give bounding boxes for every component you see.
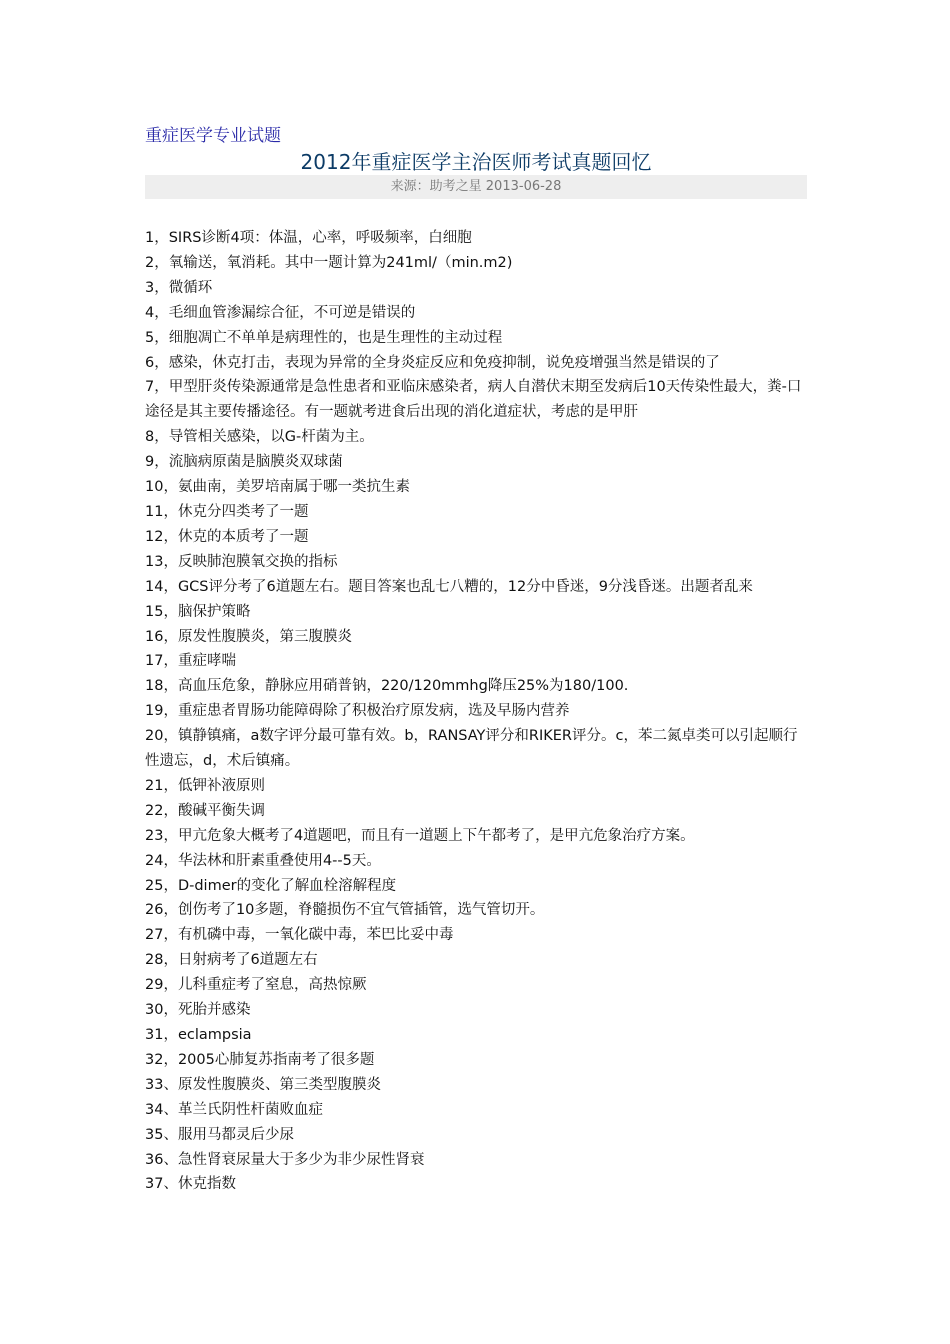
page-title: 2012年重症医学主治医师考试真题回忆: [300, 150, 652, 174]
list-item: 7，甲型肝炎传染源通常是急性患者和亚临床感染者，病人自潜伏末期至发病后10天传染性最大，粪-口途径是其主要传播途径。有一题就考进食后出现的消化道症状，考虑的是甲肝: [145, 379, 802, 421]
list-item: 24，华法林和肝素重叠使用4--5天。: [145, 852, 381, 869]
list-item: 4，毛细血管渗漏综合征，不可逆是错误的: [145, 304, 416, 321]
category-link[interactable]: 重症医学专业试题: [145, 126, 281, 146]
source-bar: 来源：助考之星 2013-06-28: [145, 175, 807, 199]
list-item: 15，脑保护策略: [145, 603, 251, 620]
list-item: 28，日射病考了6道题左右: [145, 952, 318, 969]
list-item: 22，酸碱平衡失调: [145, 802, 265, 819]
list-item: 1，SIRS诊断4项：体温，心率，呼吸频率，白细胞: [145, 230, 472, 246]
list-item: 13，反映肺泡膜氧交换的指标: [145, 553, 338, 570]
list-item: 10，氨曲南，美罗培南属于哪一类抗生素: [145, 479, 410, 496]
list-item: 32，2005心肺复苏指南考了很多题: [145, 1051, 375, 1068]
list-item: 30，死胎并感染: [145, 1002, 251, 1019]
list-item: 12，休克的本质考了一题: [145, 528, 309, 545]
list-item: 23，甲亢危象大概考了4道题吧，而且有一道题上下午都考了，是甲亢危象治疗方案。: [145, 827, 695, 844]
list-item: 29，儿科重症考了窒息，高热惊厥: [145, 977, 367, 994]
document-page: [145, 124, 807, 1197]
question-list: [145, 226, 807, 1197]
list-item: 19，重症患者胃肠功能障碍除了积极治疗原发病，选及早肠内营养: [145, 703, 570, 720]
list-item: 17，重症哮喘: [145, 653, 236, 670]
list-item: 18，高血压危象，静脉应用硝普钠，220/120mmhg降压25%为180/100.: [145, 678, 629, 695]
list-item: 14，GCS评分考了6道题左右。题目答案也乱七八糟的，12分中昏迷，9分浅昏迷。出题者乱来: [145, 578, 753, 595]
list-item: 21，低钾补液原则: [145, 777, 265, 794]
list-item: 16，原发性腹膜炎，第三腹膜炎: [145, 628, 352, 645]
list-item: 35、服用马都灵后少尿: [145, 1126, 294, 1143]
list-item: 6，感染，休克打击，表现为异常的全身炎症反应和免疫抑制，说免疫增强当然是错误的了: [145, 354, 720, 371]
list-item: 37、休克指数: [145, 1176, 236, 1193]
list-item: 3，微循环: [145, 279, 213, 296]
list-item: 31，eclampsia: [145, 1027, 252, 1043]
list-item: 27，有机磷中毒，一氧化碳中毒，苯巴比妥中毒: [145, 927, 454, 944]
list-item: 2，氧输送，氧消耗。其中一题计算为241ml/（min.m2): [145, 254, 513, 271]
list-item: 33、原发性腹膜炎、第三类型腹膜炎: [145, 1076, 381, 1093]
list-item: 8，导管相关感染，以G-杆菌为主。: [145, 429, 374, 446]
list-item: 26，创伤考了10多题，脊髓损伤不宜气管插管，选气管切开。: [145, 902, 545, 919]
list-item: 9，流脑病原菌是脑膜炎双球菌: [145, 454, 343, 471]
list-item: 5，细胞凋亡不单单是病理性的，也是生理性的主动过程: [145, 329, 503, 346]
list-item: 36、急性肾衰尿量大于多少为非少尿性肾衰: [145, 1151, 425, 1168]
list-item: 11，休克分四类考了一题: [145, 503, 309, 520]
list-item: 34、革兰氏阴性杆菌败血症: [145, 1101, 323, 1118]
list-item: 20，镇静镇痛，a数字评分最可靠有效。b，RANSAY评分和RIKER评分。c，苯二氮卓类可以引起顺行性遗忘，d，术后镇痛。: [145, 728, 798, 770]
list-item: 25，D-dimer的变化了解血栓溶解程度: [145, 877, 397, 894]
